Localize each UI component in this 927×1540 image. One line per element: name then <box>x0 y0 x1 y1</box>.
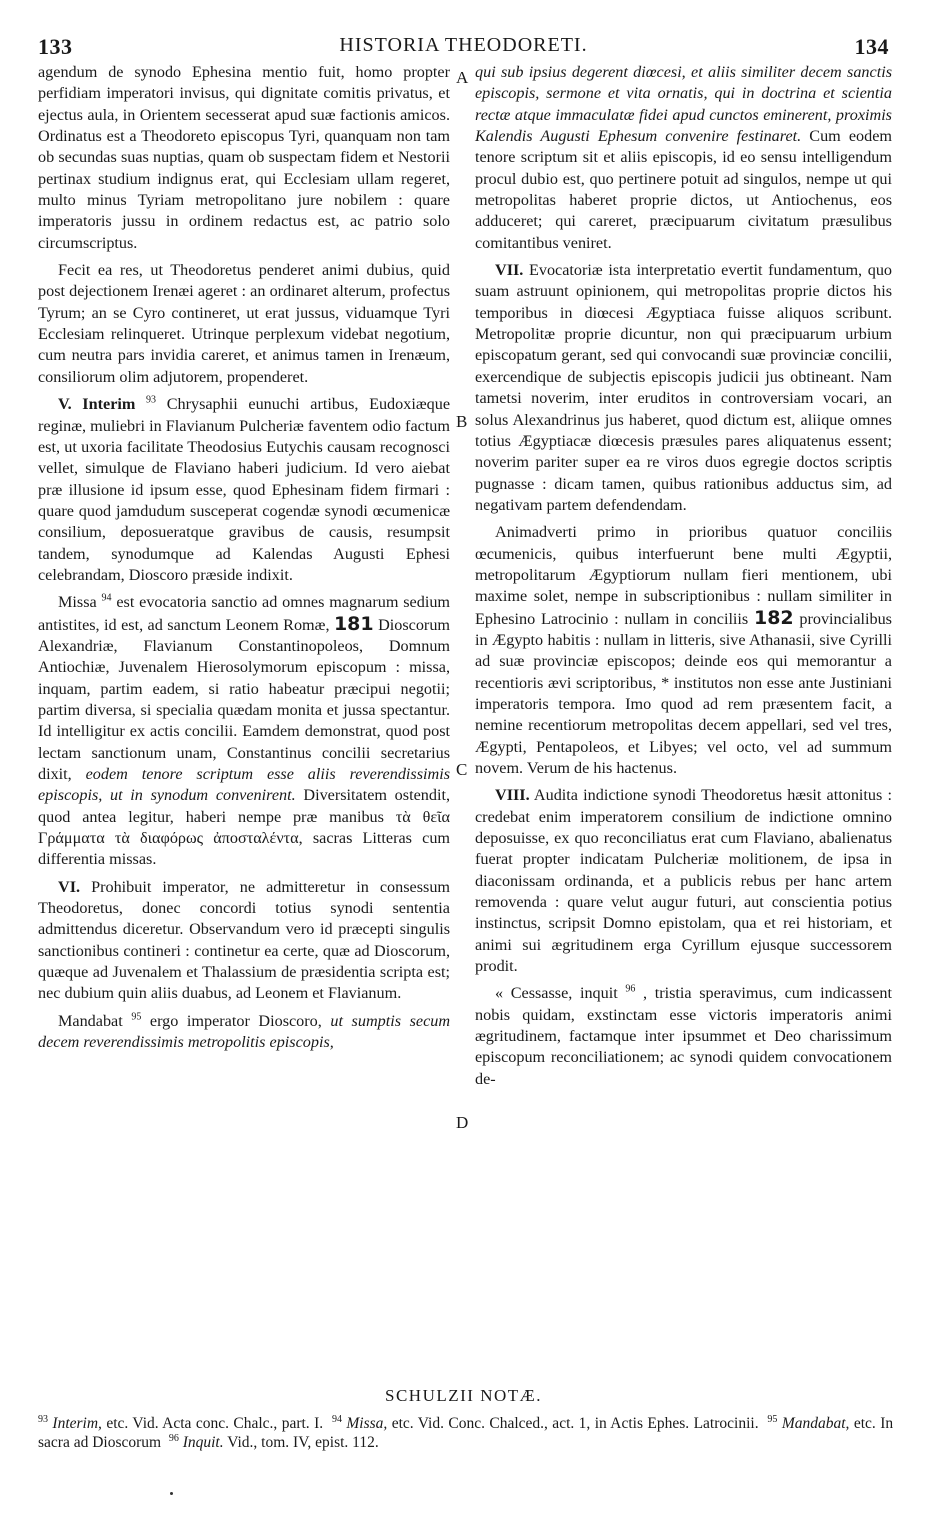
paragraph: VI. Prohibuit imperator, ne admitteretur in consessum Theodoretus, donec concordi totius synodi sententia admittendus diceretur. Observandum vero id præcepti singulis sanctionibus contineri : continetur ea certe, quæ ad Dioscorum, quæque ad Juvenalem et Thalassium de præsidentia scripta est; nec dubium quin aliis duabus, ad Leonem et Flavianum. <box>38 877 450 1003</box>
ink-speck <box>170 1492 173 1495</box>
column-number-marker: 182 <box>753 606 794 629</box>
greek-text: τὰ θεῖα Γράμματα τὰ διαφόρως ἀποσταλέντα, <box>38 807 451 848</box>
footnote-ref: 94 <box>101 592 112 604</box>
margin-letter-d: D <box>456 1113 469 1132</box>
footnote-ref: 96 <box>625 984 636 996</box>
paragraph: « Cessasse, inquit $^{96}$ , tristia speravimus, cum indicassent nobis quidam, exstinctam esse victoris imperatoris animi ægritudinem, factamque inter ipsummet et Deo charissimum episcopum reconciliationem; ac synodi quidem convocationem de- <box>475 984 893 1088</box>
notes-heading: SCHULZII NOTÆ. <box>385 1386 542 1405</box>
margin-letter-b: B <box>456 412 468 431</box>
footnote-ref: 95 <box>131 1011 142 1023</box>
column-number-marker: 181 <box>333 612 374 635</box>
running-title: HISTORIA THEODORETI. <box>339 34 588 56</box>
paragraph: agendum de synodo Ephesina mentio fuit, homo propter perfidiam imperatori invisus, qui dignitate comitis privatus, et ejectus aula, in Orientem secesserat apud suæ factionis amicos. Ordinatus est a Theodoreto episcopus Tyri, quanquam non tam ob secundas suas nuptias, quam ob suspectam fidem et Nestorii pertinax studium indignus erat, qui Ecclesiam ullam regeret, multo minus Tyriam metropolitano jure nobilem : quare imperatoris jussu in ordinem redactus est, ac patrio solo circumscriptus. <box>38 63 450 252</box>
margin-letter-a: A <box>456 68 469 87</box>
paragraph: V. Interim $^{93}$ Chrysaphii eunuchi artibus, Eudoxiæque reginæ, muliebri in Flavianum Pulcheriæ faventem odio factum est, ut uxoria facilitate Theodosius Eutychis causam recognosci vellet, simulque de Flaviano haberi judicium. Id vero aiebat præ illusione id ipsum esse, quod Ephesinam fidem firmari : quare quod jamdudum susceperat cogendæ synodi œcumenicæ consilium, deposueratque gravibus de causis, resumpsit tandem, synodumque ad Kalendas Augusti Ephesi celebrandam, Dioscoro præside indixit. <box>38 394 451 584</box>
paragraph: VII. Evocatoriæ ista interpretatio evertit fundamentum, quo suam astruunt opinionem, qui metropolitas proprie dictos his temporibus in diœcesi Ægyptiaca fuisse aliquos scribunt. Metropolitæ proprie dicuntur, non qui præcipuarum urbium episcopatum gerant, sed qui convocandi suæ provinciæ concilii, exercendique de subjectis episcopis judicii jus obtineant. Nam tametsi noverim, inter eruditos in controversiam vocari, an solus Alexandrinus jus haberet, quod dictum est, aliique omnes totius Ægyptiacæ diœcesis præsules pares aliquatenus essent; noverim pariter super ea re viros duos egregie doctos scriptis pugnasse : dicam tamen, quibus rationibus adductus sim, ad negativam partem defendendam. <box>475 261 893 514</box>
footnote-ref: 93 <box>146 394 157 406</box>
left-column <box>38 62 450 1059</box>
paragraph: Missa $^{94}$ est evocatoria sanctio ad omnes magnarum sedium antistites, id est, ad sanctum Leonem Romæ, 181 Dioscorum Alexandriæ, Flavianum Constantinopoleos, Domnum Antiochiæ, Juvenalem Hierosolymorum episcopum : missa, inquam, partim eadem, si ratio habeatur præcipui negotii; partim diversa, si specialia quædam monita et jussa spectantur. Id intelligitur ex actis concilii. Eamdem demonstrat, quod post lectam sanctionum unam, Constantinus concilii secretarius dixit, eodem tenore scriptum esse aliis reverendissimis episcopis, ut in synodum convenirent. Diversitatem ostendit, quod antea legitur, haberi nempe præ manibus τὰ θεῖα Γράμματα τὰ διαφόρως ἀποσταλέντα, sacras Litteras cum differentia missas. <box>38 592 451 869</box>
paragraph: Fecit ea res, ut Theodoretus penderet animi dubius, quid post dejectionem Irenæi ageret : an ordinaret alterum, profectus Tyrum; an se Cyro contineret, ut erat jussus, viduamque Tyri Ecclesiam relinqueret. Utrinque perplexum videbat negotium, cum neutra pars invidia careret, et animus tamen in Irenæum, consiliorum olim adjutorem, propenderet. <box>38 261 450 386</box>
footnote: $^{96}$ Inquit. Vid., tom. IV, epist. 112. <box>168 1432 379 1451</box>
right-column <box>475 62 892 1096</box>
footnote: $^{95}$ Mandabat, etc. In sacra ad Dioscorum <box>38 1413 894 1451</box>
page-header <box>0 22 927 66</box>
paragraph: Animadverti primo in prioribus quatuor conciliis œcumenicis, quibus interfuerunt bene multi Ægyptii, metropolitarum Ægyptiorum nullam fieri mentionem, ubi maxime solet, nempe in subscriptionibus : nullam similiter in Ephesino Latrocinio : nullam in conciliis 182 provincialibus in Ægypto habitis : nullam in litteris, sive Athanasii, sive Cyrilli ad suæ provinciæ episcopos; deinde eos qui memorantur a recentioris ævi scriptoribus, * institutos non esse ante Justiniani imperatoris tempora. Imo quod ad rem præsentem facit, a nemine recentiorum metropolitas decem appellari, sed vel tres, Ægypti, Pentapoleos, et Libyes; vel octo, vel ad summum novem. Verum de his hactenus. <box>475 523 892 777</box>
paragraph: VIII. Audita indictione synodi Theodoretus hæsit attonitus : credebat enim imperatorem consilium de indictione omnino deposuisse, ex quo reconciliatus erat cum Flaviano, abalienatus fuerat propter indicatam Pulcheriæ molitionem, de ipsa in diaconissam ordinanda, et a publicis rebus per hanc artem removenda : quare velut augur futuri, aut conscientia potius instinctus, scripsit Domno epistolam, qua et rei historiam, et animi sui ægritudinem erga Cyrillum ejusque successorem prodit. <box>475 786 892 976</box>
page-number-right: 134 <box>854 34 889 59</box>
footnote: $^{94}$ Missa, etc. Vid. Conc. Chalced., act. 1, in Actis Ephes. Latrocinii. <box>331 1413 759 1432</box>
page-number-left: 133 <box>38 34 73 59</box>
footnotes <box>38 1414 893 1452</box>
margin-letter-c: C <box>456 760 468 779</box>
footnote: $^{93}$ Interim, etc. Vid. Acta conc. Chalc., part. I. <box>38 1413 324 1432</box>
paragraph: Mandabat $^{95}$ ergo imperator Dioscoro, ut sumptis secum decem reverendissimis metropolitis episcopis, <box>38 1011 451 1052</box>
paragraph: qui sub ipsius degerent diœcesi, et aliis similiter decem sanctis episcopis, sermone et vita ornatis, qui in doctrina et scientia rectæ atque immaculatæ fidei apud cunctos eminerent, proximis Kalendis Augusti Ephesum convenire festinaret. Cum eodem tenore scriptum sit et aliis episcopis, id eo sensu intelligendum procul dubio est, quo pertinere potuit ad singulos, nempe ut qui metropolitas haberet proprie dictos, ut Antiochenus, eos adduceret; qui careret, præcipuarum civitatum præsulibus comitantibus veniret. <box>475 63 892 252</box>
